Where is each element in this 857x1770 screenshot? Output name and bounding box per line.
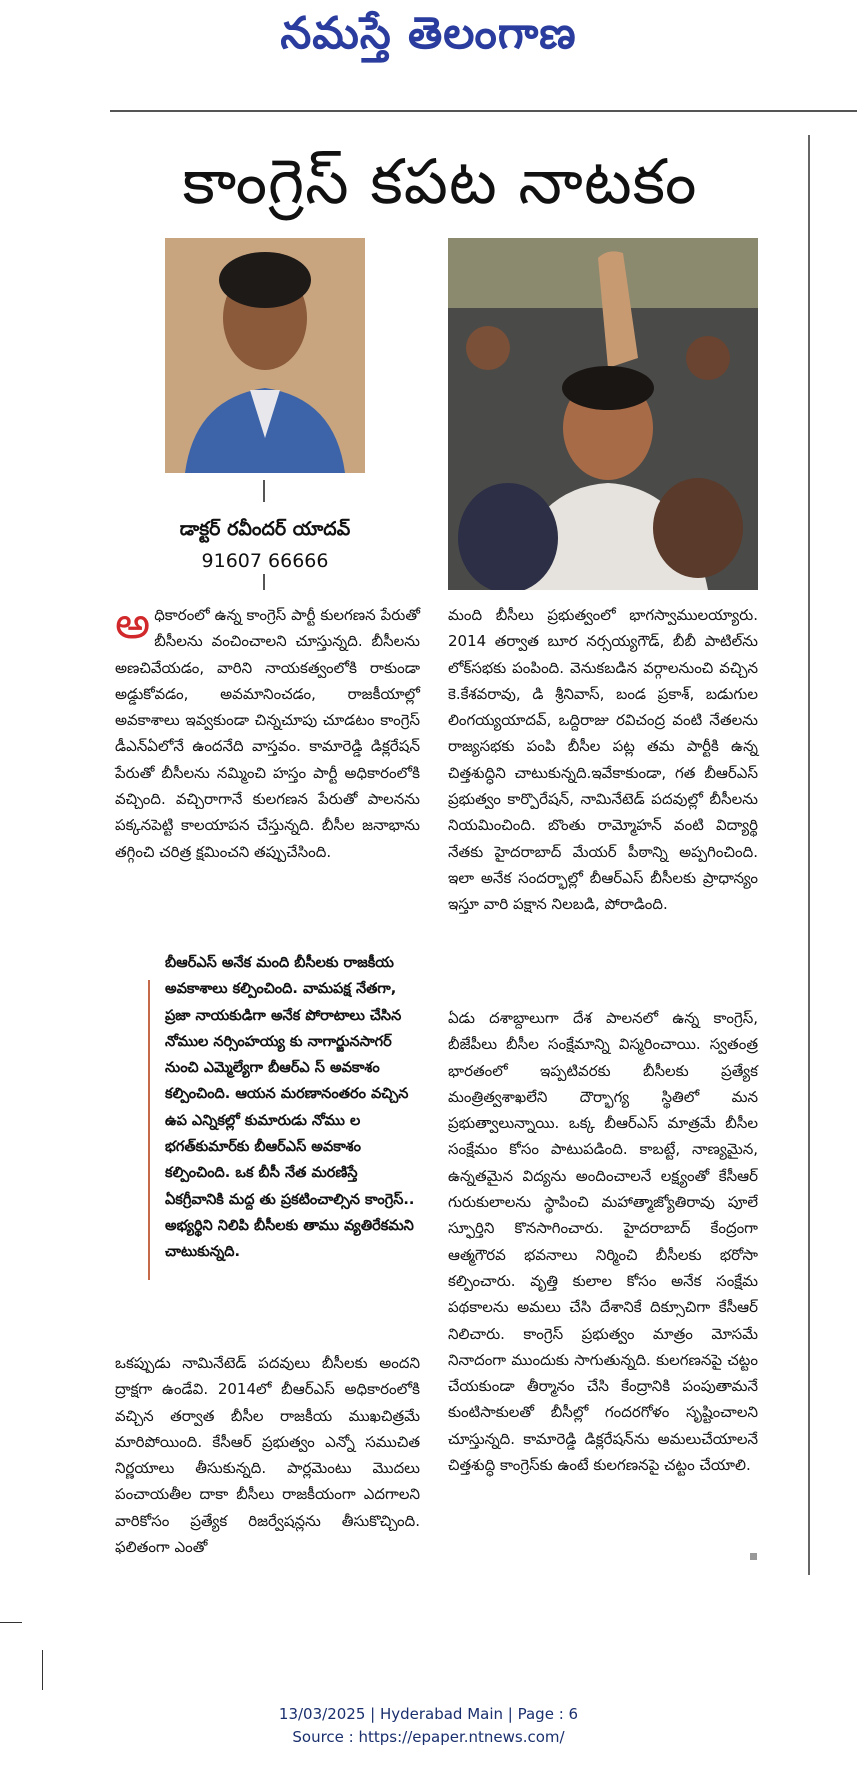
left-column-intro — [115, 598, 420, 865]
photo-divider-top — [263, 480, 265, 502]
author-name: డాక్టర్ రవీందర్ యాదవ్ — [179, 518, 351, 540]
right-rule — [808, 135, 810, 1575]
masthead-logo: నమస్తే తెలంగాణ — [280, 8, 577, 59]
top-rule — [110, 110, 857, 112]
margin-mark — [42, 1650, 43, 1690]
footer-source-link[interactable]: Source : https://epaper.ntnews.com/ — [292, 1728, 565, 1746]
left-column-continued — [115, 1350, 420, 1560]
paragraph: ఒకప్పుడు నామినేటెడ్ పదవులు బీసీలకు అందని ద్రాక్షగా ఉండేవి. 2014లో బీఆర్ఎస్ అధికారంలోకి వచ్చిన తర్వాత బీసీల రాజకీయ ముఖచిత్రమే మారిపోయింది. కేసీఆర్ ప్రభుత్వం ఎన్నో సముచిత నిర్ణయాలు తీసుకున్నది. పార్లమెంటు మొదలు పంచాయతీల దాకా బీసీలు రాజకీయంగా ఎదగాలని వారికోసం ప్రత్యేక రిజర్వేషన్లను తీసుకొచ్చింది. ఫలితంగా ఎంతో — [115, 1354, 420, 1557]
paragraph: ధికారంలో ఉన్న కాంగ్రెస్ పార్టీ కులగణన పేరుతో బీసీలను వంచించాలని చూస్తున్నది. బీసీలను అణచివేయడం, వారిని నాయకత్వంలోకి రాకుండా అడ్డుకోవడం, అవమానించడం, రాజకీయాల్లో అవకాశాలు ఇవ్వకుండా చిన్నచూపు చూడటం కాంగ్రెస్ డీఎన్‌ఏలోనే ఉందనేది వాస్తవం. కామారెడ్డి డిక్లరేషన్ పేరుతో బీసీలను నమ్మించి హస్తం పార్టీ అధికారంలోకి వచ్చింది. వచ్చిరాగానే కులగణన పేరుతో పాలనను పక్కనపెట్టి కాలయాపన చేస్తున్నది. బీసీల జనాభాను తగ్గించి చరిత్ర క్షమించని తప్పుచేసింది. — [115, 606, 420, 861]
paragraph: ఏడు దశాబ్దాలుగా దేశ పాలనలో ఉన్న కాంగ్రెస్, బీజేపీలు బీసీల సంక్షేమాన్ని విస్మరించాయి. స్వతంత్ర భారతంలో ఇప్పటివరకు బీసీలకు ప్రత్యేక మంత్రిత్వశాఖలేని దౌర్భాగ్య స్థితిలో మన ప్రభుత్వాలున్నాయి. ఒక్క బీఆర్ఎస్ మాత్రమే బీసీల సంక్షేమం కోసం పాటుపడింది. కాబట్టే, నాణ్యమైన, ఉన్నతమైన విద్యను అందించాలనే లక్ష్యంతో కేసీఆర్ గురుకులాలను స్థాపించి మహాత్మాజ్యోతిరావు పూలే స్ఫూర్తిని కొనసాగించారు. హైదరాబాద్ కేంద్రంగా ఆత్మగౌరవ భవనాలు నిర్మించి బీసీలకు భరోసా కల్పించారు. వృత్తి కులాల కోసం అనేక సంక్షేమ పథకాలను అమలు చేసి దేశానికే దిక్సూచిగా కేసీఆర్ నిలిచారు. కాంగ్రెస్ ప్రభుత్వం మాత్రం మోసమే నినాదంగా ముందుకు సాగుతున్నది. కులగణనపై చట్టం చేయకుండా తీర్మానం చేసి కేంద్రానికి పంపుతామనే కుంటిసాకులతో బీసీల్లో గందరగోళం సృష్టించాలని చూస్తున్నది. కామారెడ్డి డిక్లరేషన్‌ను అమలుచేయాలనే చిత్తశుద్ధి కాంగ్రెస్‌కు ఉంటే కులగణనపై చట్టం చేయాలి. — [448, 1009, 758, 1475]
article-headline: కాంగ్రెస్ కపట నాటకం — [182, 145, 698, 218]
pull-quote-bar — [148, 980, 150, 1280]
end-of-article-mark — [750, 1553, 757, 1560]
footer-date-line: 13/03/2025 | Hyderabad Main | Page : 6 — [278, 1705, 579, 1723]
author-photo — [165, 238, 365, 473]
protest-photo — [448, 238, 758, 590]
photo-divider-bottom — [263, 574, 265, 590]
paragraph: మంది బీసీలు ప్రభుత్వంలో భాగస్వాములయ్యారు. 2014 తర్వాత బూర నర్సయ్యగౌడ్, బీబీ పాటిల్‌ను లోక్‌సభకు పంపింది. వెనుకబడిన వర్గాలనుంచి వచ్చిన కె.కేశవరావు, డి శ్రీనివాస్, బండ ప్రకాశ్, బడుగుల లింగయ్యయాదవ్, ఒద్దిరాజు రవిచంద్ర వంటి నేతలను రాజ్యసభకు పంపి బీసీల పట్ల తమ పార్టీకి ఉన్న చిత్తశుద్ధిని చాటుకున్నది.ఇవేకాకుండా, గత బీఆర్ఎస్ ప్రభుత్వం కార్పొరేషన్, నామినేటెడ్ పదవుల్లో బీసీలను నియమించింది. బొంతు రామ్మోహన్ వంటి విద్యార్థి నేతకు హైదరాబాద్ మేయర్ పీఠాన్ని అప్పగించింది. ఇలా అనేక సందర్భాల్లో బీఆర్ఎస్ బీసీలకు ప్రాధాన్యం ఇస్తూ వారి పక్షాన నిలబడి, పోరాడింది. — [448, 606, 758, 914]
author-phone: 91607 66666 — [201, 550, 329, 572]
right-column-bottom — [448, 1005, 758, 1478]
pull-quote: బీఆర్ఎస్ అనేక మంది బీసీలకు రాజకీయ అవకాశాలు కల్పించింది. వామపక్ష నేతగా, ప్రజా నాయకుడిగా అనేక పోరాటాలు చేసిన నోముల నర్సింహయ్య కు నాగార్జునసాగర్ నుంచి ఎమ్మెల్యేగా బీఆర్ఎ స్ అవకాశం కల్పించింది. ఆయన మరణానంతరం వచ్చిన ఉప ఎన్నికల్లో కుమారుడు నోము ల భగత్‌కుమార్‌కు బీఆర్ఎస్ అవకాశం కల్పించింది. ఒక బీసీ నేత మరణిస్తే ఏకగ్రీవానికి మద్ద తు ప్రకటించాల్సిన కాంగ్రెస్.. అభ్యర్థిని నిలిపి బీసీలకు తాము వ్యతిరేకమని చాటుకున్నది. — [165, 955, 415, 1261]
margin-mark — [0, 1622, 22, 1623]
drop-cap: అ — [115, 598, 151, 649]
right-column-top — [448, 602, 758, 918]
